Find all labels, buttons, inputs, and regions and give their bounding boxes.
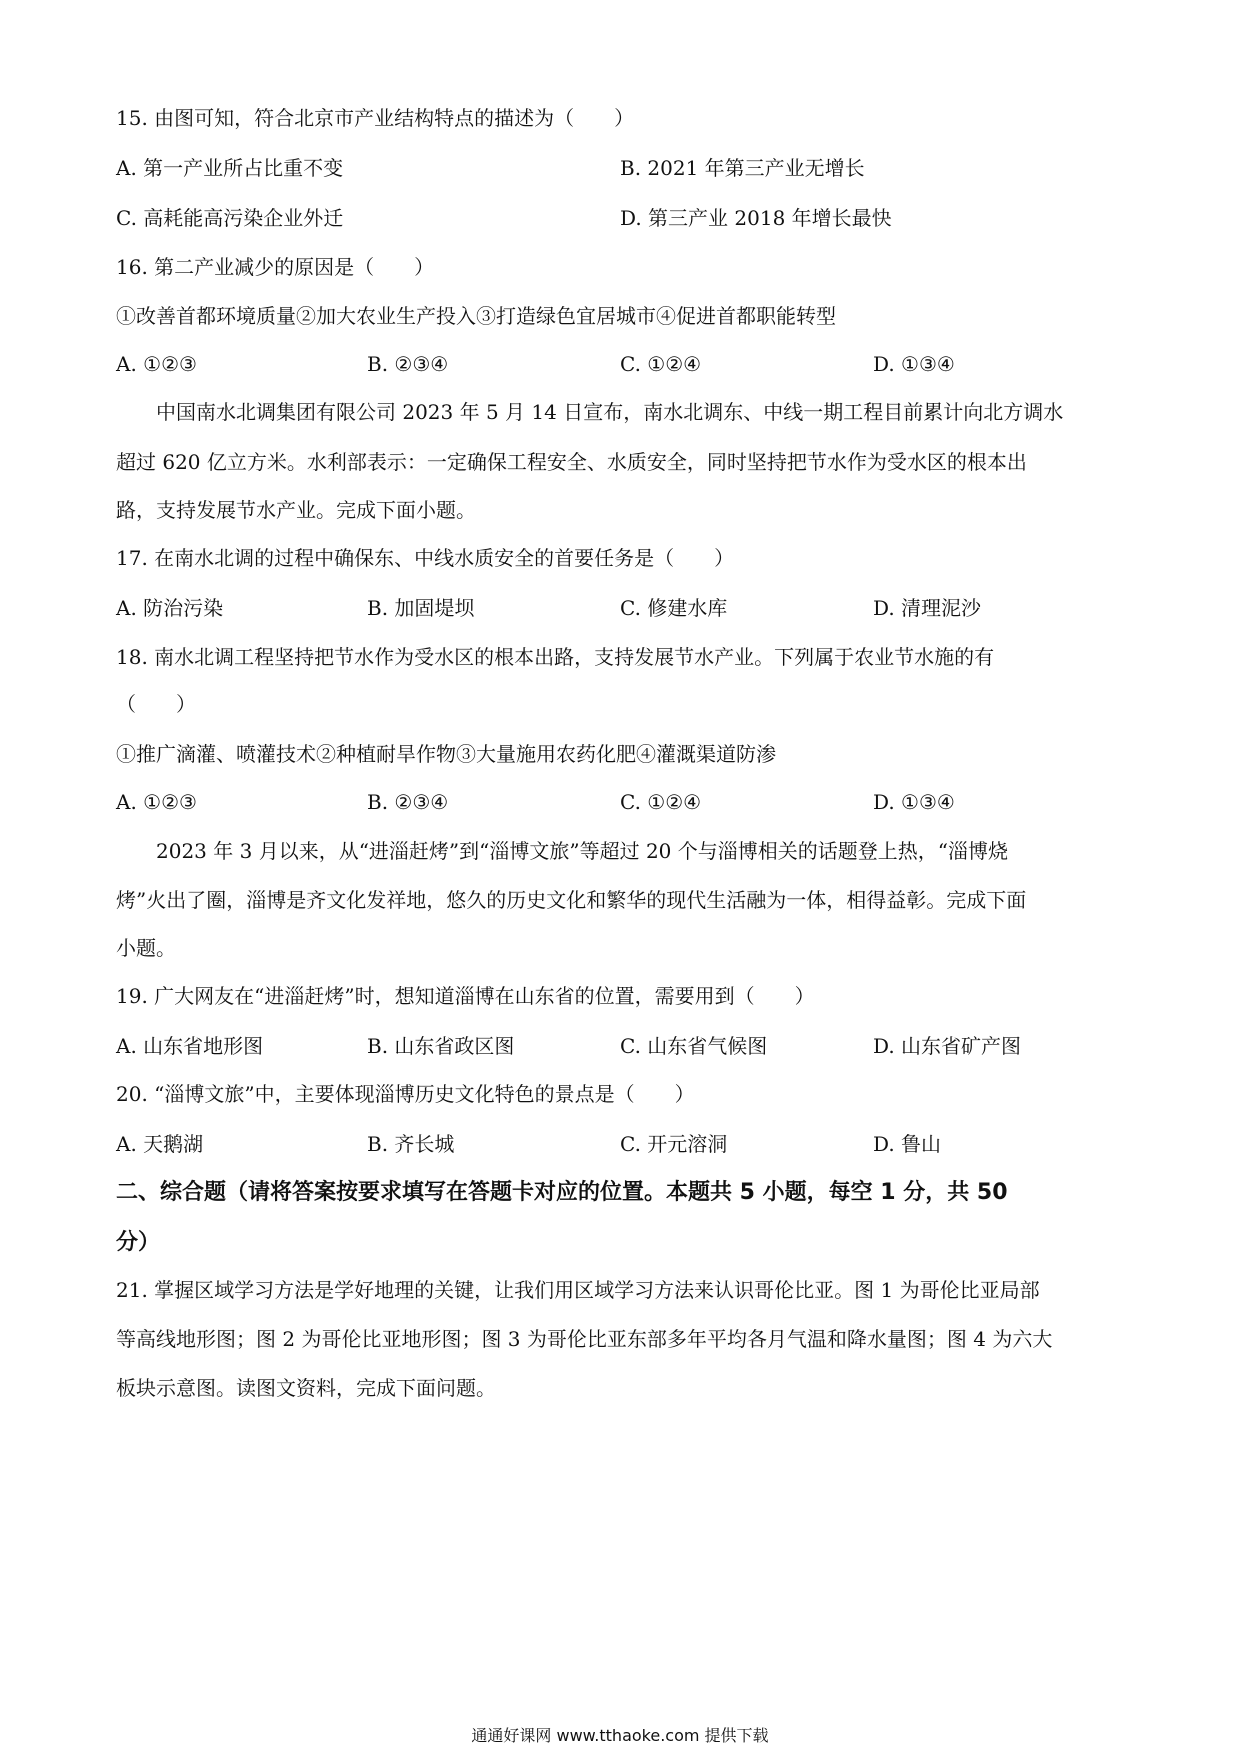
q18-stem: 18. 南水北调工程坚持把节水作为受水区的根本出路，支持发展节水产业。下列属于农业节水施的有 [116,645,995,669]
q16-option-b: B. ②③④ [367,352,449,376]
q19-stem: 19. 广大网友在“进淄赶烤”时，想知道淄博在山东省的位置，需要用到（ ） [116,984,815,1008]
passage1-line2: 超过 620 亿立方米。水利部表示：一定确保工程安全、水质安全，同时坚持把节水作为受水区的根本出 [116,450,1027,474]
q17-option-d: D. 清理泥沙 [873,596,982,620]
q20-option-d: D. 鲁山 [873,1132,942,1156]
passage2-line2: 烤”火出了圈，淄博是齐文化发祥地，悠久的历史文化和繁华的现代生活融为一体，相得益彰。完成下面 [116,888,1027,912]
q17-option-a: A. 防治污染 [116,596,224,620]
q18-choices: ①推广滴灌、喷灌技术②种植耐旱作物③大量施用农药化肥④灌溉渠道防渗 [116,742,776,766]
q15-option-a: A. 第一产业所占比重不变 [116,156,344,180]
q21-line2: 等高线地形图；图 2 为哥伦比亚地形图；图 3 为哥伦比亚东部多年平均各月气温和降水量图；图 4 为六大 [116,1327,1053,1351]
q17-stem: 17. 在南水北调的过程中确保东、中线水质安全的首要任务是（ ） [116,546,735,570]
q20-option-c: C. 开元溶洞 [620,1132,728,1156]
q20-option-a: A. 天鹅湖 [116,1132,204,1156]
q19-option-b: B. 山东省政区图 [367,1034,515,1058]
passage1-line3: 路，支持发展节水产业。完成下面小题。 [116,498,476,522]
q18-option-d: D. ①③④ [873,790,955,814]
section2-heading-line1: 二、综合题（请将答案按要求填写在答题卡对应的位置。本题共 5 小题，每空 1 分，共 50 [116,1180,1008,1205]
q18-option-b: B. ②③④ [367,790,449,814]
q16-option-c: C. ①②④ [620,352,702,376]
passage2-line1: 2023 年 3 月以来，从“进淄赶烤”到“淄博文旅”等超过 20 个与淄博相关的话题登上热，“淄博烧 [156,839,1008,863]
q21-line1: 21. 掌握区域学习方法是学好地理的关键，让我们用区域学习方法来认识哥伦比亚。图 1 为哥伦比亚局部 [116,1278,1040,1302]
q15-option-b: B. 2021 年第三产业无增长 [620,156,865,180]
q16-choices: ①改善首都环境质量②加大农业生产投入③打造绿色宜居城市④促进首都职能转型 [116,304,836,328]
q17-option-b: B. 加固堤坝 [367,596,475,620]
passage2-line3: 小题。 [116,936,176,960]
q15-option-c: C. 高耗能高污染企业外迁 [116,206,344,230]
q15-option-d: D. 第三产业 2018 年增长最快 [620,206,892,230]
page-footer: 通通好课网 www.tthaoke.com 提供下载 [471,1726,769,1745]
q18-option-a: A. ①②③ [116,790,197,814]
section2-heading-line2: 分） [116,1230,161,1255]
q20-stem: 20. “淄博文旅”中，主要体现淄博历史文化特色的景点是（ ） [116,1082,695,1106]
q18-stem-bracket: （ ） [116,692,196,716]
q17-option-c: C. 修建水库 [620,596,728,620]
q19-option-a: A. 山东省地形图 [116,1034,264,1058]
q20-option-b: B. 齐长城 [367,1132,455,1156]
q19-option-d: D. 山东省矿产图 [873,1034,1022,1058]
q21-line3: 板块示意图。读图文资料，完成下面问题。 [116,1376,496,1400]
q16-option-d: D. ①③④ [873,352,955,376]
q16-stem: 16. 第二产业减少的原因是（ ） [116,255,435,279]
q15-stem: 15. 由图可知，符合北京市产业结构特点的描述为（ ） [116,106,635,130]
q18-option-c: C. ①②④ [620,790,702,814]
q16-option-a: A. ①②③ [116,352,197,376]
passage1-line1: 中国南水北调集团有限公司 2023 年 5 月 14 日宣布，南水北调东、中线一期工程目前累计向北方调水 [156,400,1064,424]
q19-option-c: C. 山东省气候图 [620,1034,768,1058]
